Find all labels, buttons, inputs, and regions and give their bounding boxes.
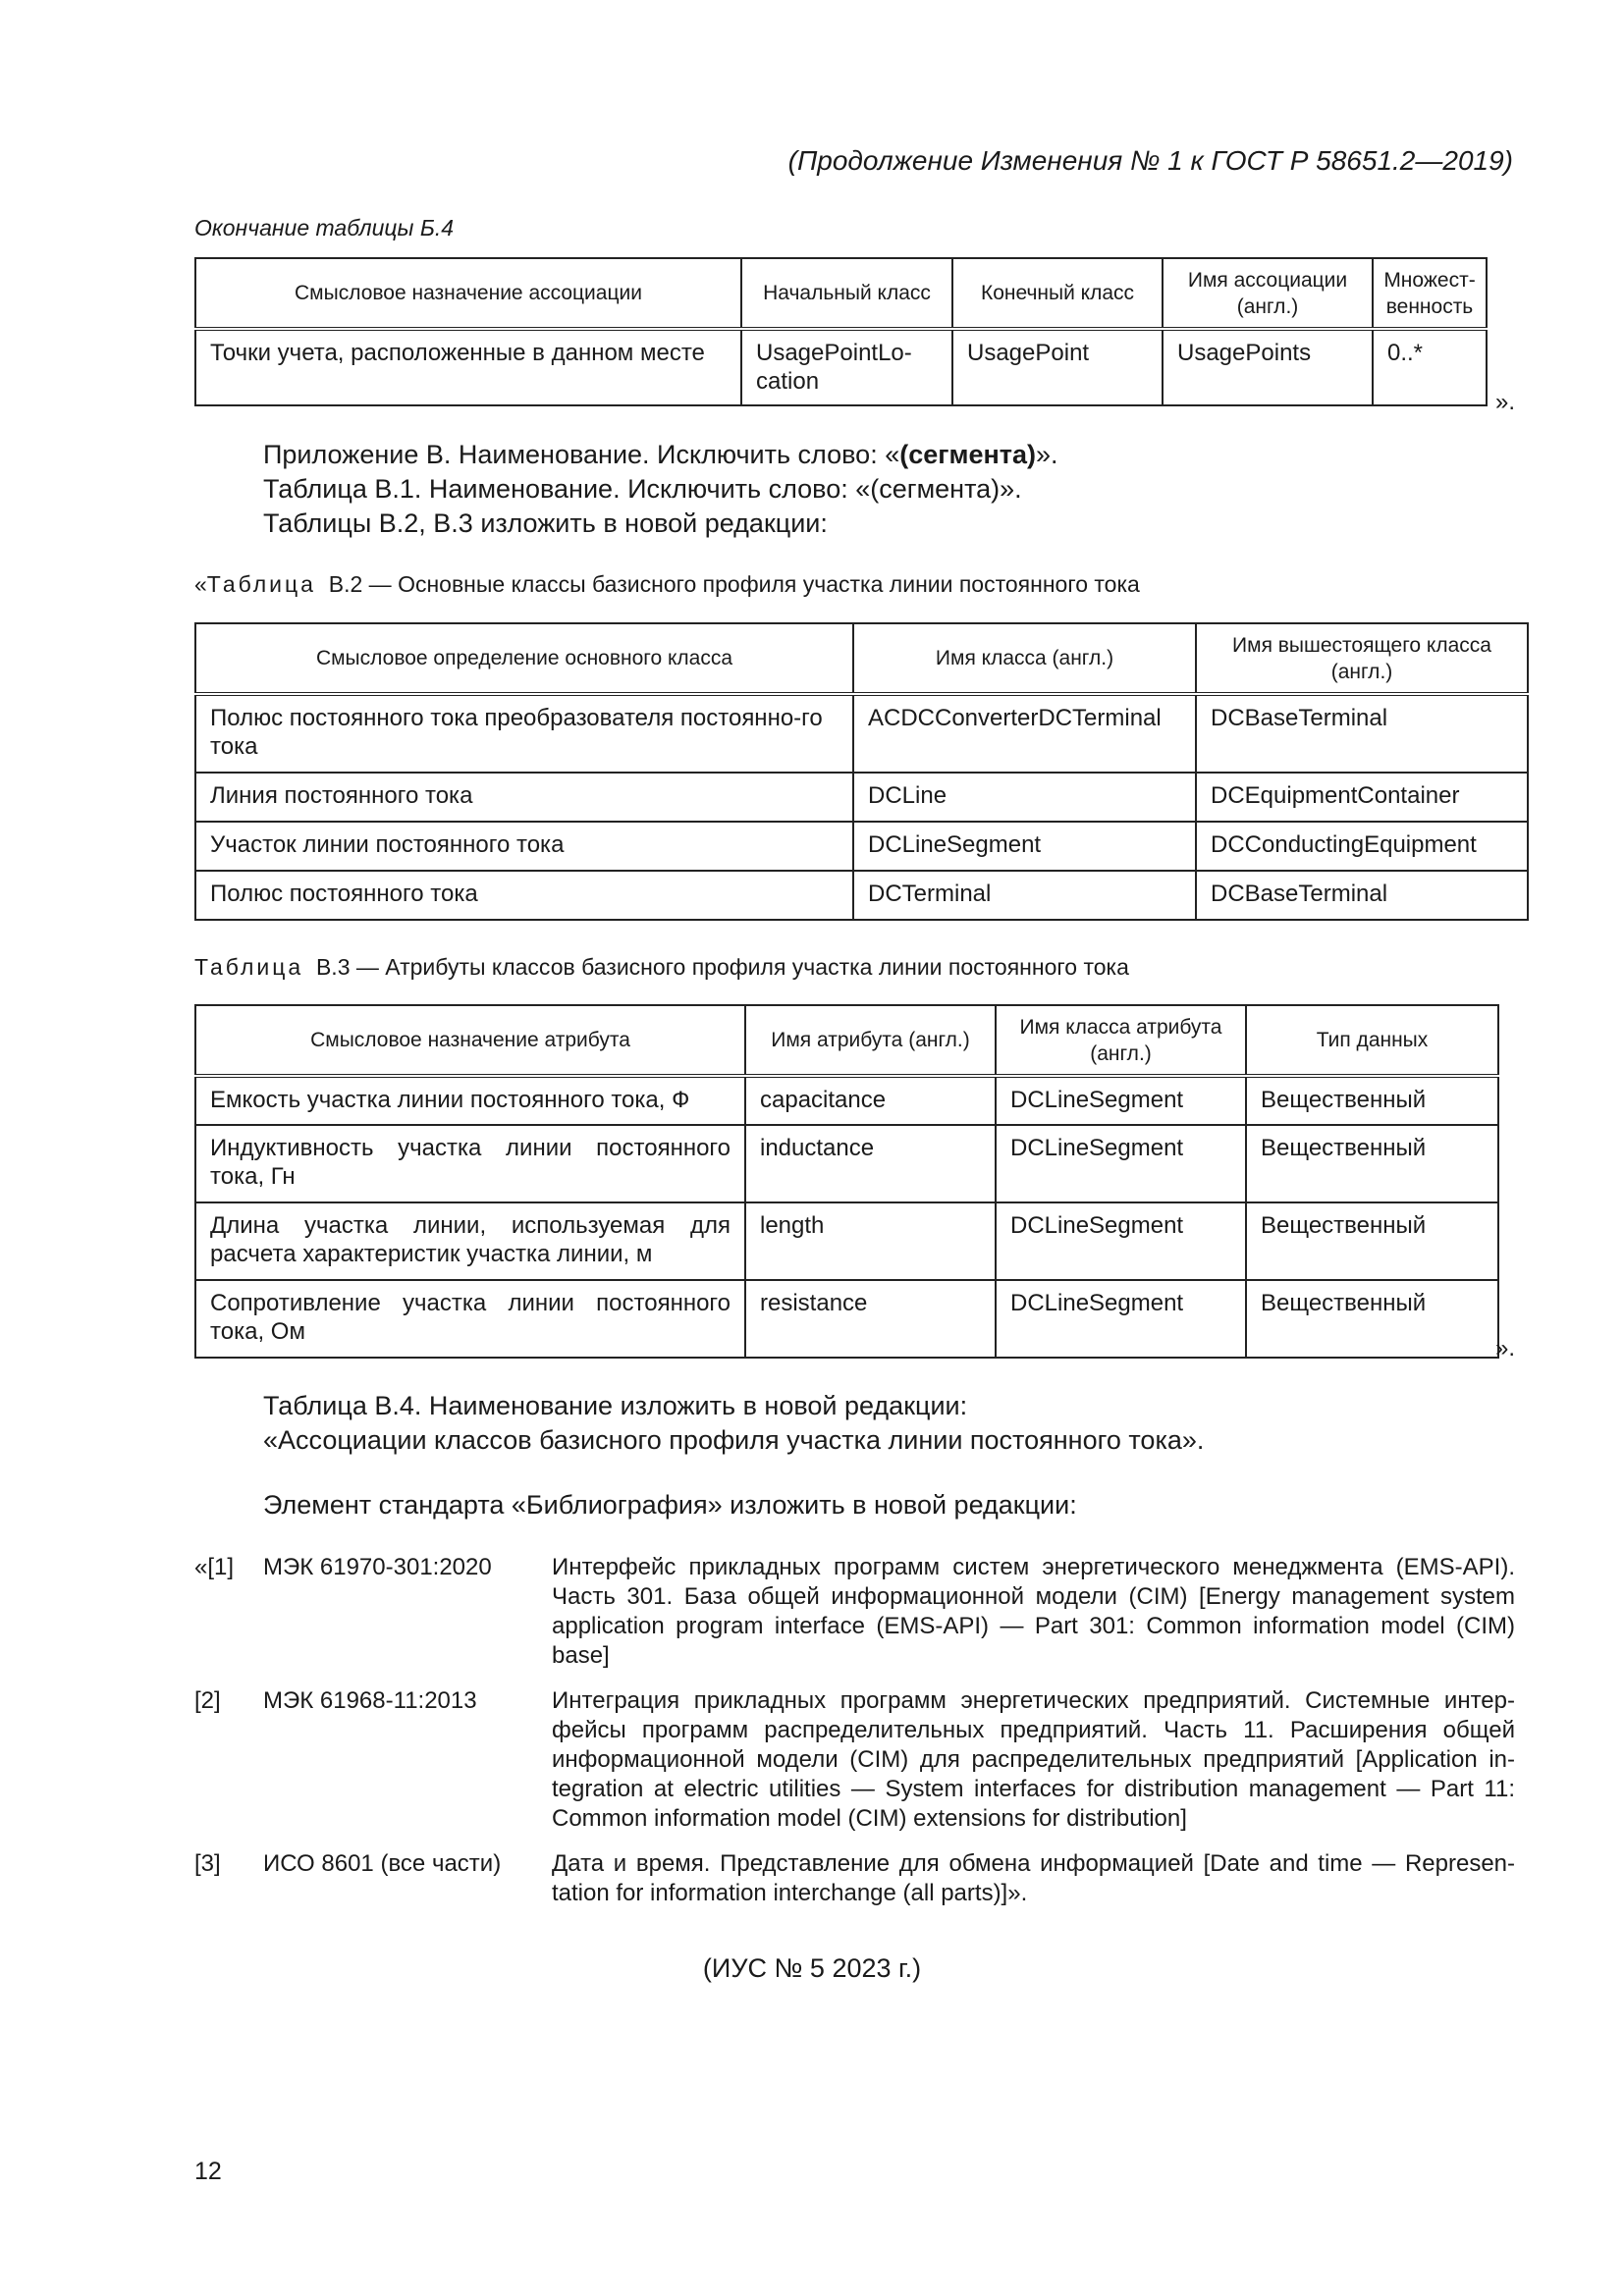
table-cell: Сопротивление участка линии постоянного тока, Ом — [195, 1280, 745, 1358]
bibliography-number: «[1] — [194, 1554, 235, 1580]
table-cell: Индуктивность участка линии постоянного тока, Гн — [195, 1125, 745, 1202]
ius-note: (ИУС № 5 2023 г.) — [702, 1953, 922, 1983]
table-b4-header: Конечный класс — [952, 258, 1163, 329]
table-cell: UsagePointLo-cation — [741, 329, 952, 405]
table-b2-header: Имя класса (англ.) — [853, 623, 1196, 694]
paragraph-text: Приложение В. Наименование. Исключить слово: « — [263, 440, 900, 469]
table-cell: DCTerminal — [853, 871, 1196, 920]
bibliography-code: ИСО 8601 (все части) — [263, 1850, 502, 1877]
table-cell: 0..* — [1373, 329, 1487, 405]
table-row — [195, 694, 1528, 773]
table-b2-caption — [194, 571, 1140, 598]
table-cell: DCLineSegment — [853, 822, 1196, 871]
paragraph-text: ». — [1036, 440, 1058, 469]
caption-table-word: Таблица — [194, 954, 304, 980]
paragraph-bold-word: (сегмента) — [899, 440, 1037, 469]
table-row — [195, 1076, 1498, 1125]
table-cell: UsagePoints — [1163, 329, 1373, 405]
table-b4-caption: Окончание таблицы Б.4 — [194, 215, 455, 240]
bibliography-entry — [194, 1686, 1515, 1834]
bibliography-code: МЭК 61970-301:2020 — [263, 1554, 492, 1580]
bibliography-description: Дата и время. Представление для обмена информацией [Date and time — Represen-tation for information interchange (all parts)]». — [552, 1850, 1515, 1906]
table-cell: Вещественный — [1246, 1076, 1498, 1125]
document-header: (Продолжение Изменения № 1 к ГОСТ Р 58651.2—2019) — [787, 145, 1513, 176]
paragraph-tables-v2-v3: Таблицы В.2, В.3 изложить в новой редакции: — [263, 508, 828, 538]
table-row — [195, 822, 1528, 871]
table-cell: DCEquipmentContainer — [1196, 773, 1528, 822]
table-cell: DCConductingEquipment — [1196, 822, 1528, 871]
table-cell: DCBaseTerminal — [1196, 871, 1528, 920]
table-row — [195, 1280, 1498, 1358]
bibliography-number: [2] — [194, 1687, 221, 1714]
table-cell: UsagePoint — [952, 329, 1163, 405]
table-row — [195, 871, 1528, 920]
bibliography-description: Интерфейс прикладных программ систем энергетического менеджмента (EMS-API). Часть 301. База общей информационной модели (CIM) [Energy management system application program interface (EMS-API) — Part 301: Common information model (CIM) base] — [552, 1554, 1515, 1669]
paragraph-appendix-v — [263, 438, 1058, 472]
table-row — [195, 329, 1487, 405]
table-b4-header: Имя ассоциации (англ.) — [1163, 258, 1373, 329]
table-b4-closing-quote: ». — [1495, 389, 1516, 415]
table-cell: Длина участка линии, используемая для расчета характеристик участка линии, м — [195, 1202, 745, 1280]
table-b3-caption — [194, 954, 1129, 981]
table-b2-header: Имя вышестоящего класса (англ.) — [1196, 623, 1528, 694]
table-cell: DCLineSegment — [996, 1076, 1246, 1125]
paragraph-table-v4: Таблица В.4. Наименование изложить в новой редакции: — [263, 1391, 968, 1420]
page-number: 12 — [194, 2158, 222, 2185]
caption-text: В.2 — Основные классы базисного профиля участка линии постоянного тока — [328, 571, 1140, 597]
paragraph-table-v1: Таблица В.1. Наименование. Исключить слово: «(сегмента)». — [263, 474, 1022, 504]
bibliography-entry — [194, 1553, 1515, 1671]
table-cell: Вещественный — [1246, 1202, 1498, 1280]
caption-quote: « — [194, 571, 207, 597]
table-b4-header: Смысловое назначение ассоциации — [195, 258, 741, 329]
table-cell: DCLine — [853, 773, 1196, 822]
bibliography-code: МЭК 61968-11:2013 — [263, 1687, 477, 1714]
bibliography-entry — [194, 1849, 1515, 1908]
table-b3 — [194, 1004, 1499, 1359]
table-b2 — [194, 622, 1529, 921]
table-cell: Участок линии постоянного тока — [195, 822, 853, 871]
table-b4-header: Множест-венность — [1373, 258, 1487, 329]
table-cell: Емкость участка линии постоянного тока, Ф — [195, 1076, 745, 1125]
table-cell: DCBaseTerminal — [1196, 694, 1528, 773]
paragraph-bibliography: Элемент стандарта «Библиография» изложить в новой редакции: — [263, 1490, 1077, 1520]
table-b3-header: Имя класса атрибута (англ.) — [996, 1005, 1246, 1076]
table-b2-header: Смысловое определение основного класса — [195, 623, 853, 694]
paragraph-table-v4-title: «Ассоциации классов базисного профиля участка линии постоянного тока». — [263, 1425, 1205, 1455]
table-cell: ACDCConverterDCTerminal — [853, 694, 1196, 773]
table-cell: DCLineSegment — [996, 1280, 1246, 1358]
table-b3-header: Смысловое назначение атрибута — [195, 1005, 745, 1076]
table-b3-header: Тип данных — [1246, 1005, 1498, 1076]
table-cell: Вещественный — [1246, 1280, 1498, 1358]
bibliography-number: [3] — [194, 1850, 221, 1877]
table-b4 — [194, 257, 1488, 406]
caption-table-word: Таблица — [206, 571, 316, 597]
table-b4-header: Начальный класс — [741, 258, 952, 329]
table-cell: DCLineSegment — [996, 1202, 1246, 1280]
table-cell: inductance — [745, 1125, 996, 1202]
table-cell: length — [745, 1202, 996, 1280]
table-cell: resistance — [745, 1280, 996, 1358]
table-cell: capacitance — [745, 1076, 996, 1125]
table-b3-header: Имя атрибута (англ.) — [745, 1005, 996, 1076]
caption-text: В.3 — Атрибуты классов базисного профиля участка линии постоянного тока — [315, 954, 1129, 980]
table-cell: Вещественный — [1246, 1125, 1498, 1202]
table-row — [195, 773, 1528, 822]
table-cell: Полюс постоянного тока — [195, 871, 853, 920]
bibliography-description: Интеграция прикладных программ энергетических предприятий. Системные интер-фейсы программ распределительных предприятий. Часть 11. Расширения общей информационной модели (CIM) для распределительных предприятий [Application in-tegration at electric utilities — System interfaces for distribution management — Part 11: Common information model (CIM) extensions for distribution] — [552, 1687, 1515, 1832]
table-cell: Точки учета, расположенные в данном месте — [195, 329, 741, 405]
table-cell: DCLineSegment — [996, 1125, 1246, 1202]
table-row — [195, 1125, 1498, 1202]
table-b3-closing-quote: ». — [1495, 1335, 1516, 1362]
table-cell: Полюс постоянного тока преобразователя постоянно-го тока — [195, 694, 853, 773]
table-cell: Линия постоянного тока — [195, 773, 853, 822]
table-row — [195, 1202, 1498, 1280]
